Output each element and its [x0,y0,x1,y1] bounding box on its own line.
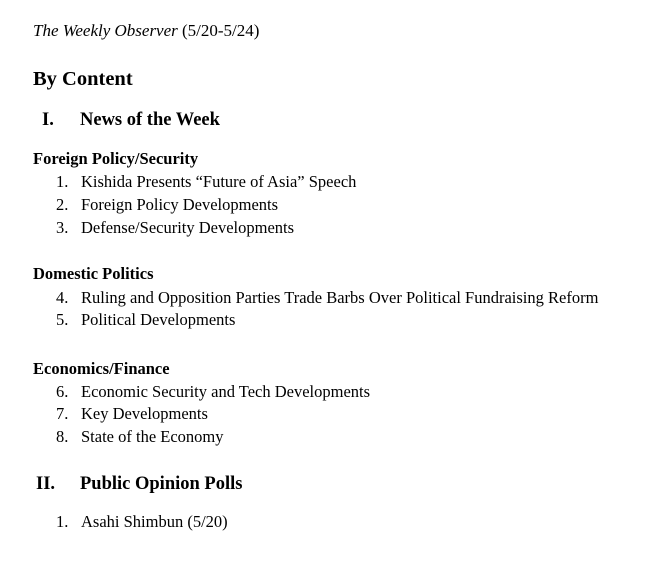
item-number: 8. [56,427,69,446]
section-numeral: II. [36,474,56,494]
item-number: 3. [56,218,69,237]
item-number: 4. [56,288,69,307]
publication-line [33,21,259,41]
group-title-foreign-policy: Foreign Policy/Security [33,149,199,168]
item-text: Ruling and Opposition Parties Trade Barbs Over Political Fundraising Reform [81,288,599,307]
group-title-domestic-politics: Domestic Politics [33,264,154,283]
item-number: 1. [56,512,69,531]
section-title: News of the Week [80,110,220,130]
publication-name: The Weekly Observer [33,21,178,40]
group-title-economics-finance: Economics/Finance [33,359,170,378]
item-text: Economic Security and Tech Developments [81,382,371,401]
item-text: State of the Economy [81,427,224,446]
item-number: 7. [56,404,69,423]
item-number: 5. [56,310,69,329]
item-number: 1. [56,172,69,191]
item-number: 6. [56,382,69,401]
item-text: Asahi Shimbun (5/20) [81,512,228,531]
item-text: Kishida Presents “Future of Asia” Speech [81,172,357,191]
page-heading: By Content [33,68,133,90]
section-numeral: I. [42,110,54,130]
item-number: 2. [56,195,69,214]
item-text: Political Developments [81,310,236,329]
section-title: Public Opinion Polls [80,474,243,494]
item-text: Defense/Security Developments [81,218,295,237]
item-text: Key Developments [81,404,208,423]
item-text: Foreign Policy Developments [81,195,279,214]
date-range: (5/20-5/24) [182,21,260,40]
